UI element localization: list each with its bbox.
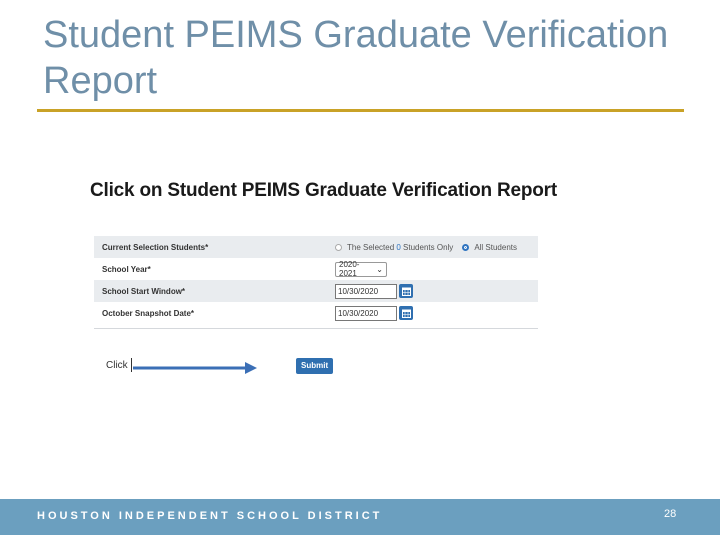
current-selection-label: Current Selection Students* — [102, 242, 209, 252]
selected-students-radio[interactable] — [335, 244, 342, 251]
option-selected-prefix: The Selected — [347, 242, 397, 252]
snapshot-date-input[interactable] — [335, 306, 397, 321]
all-students-radio[interactable] — [462, 244, 469, 251]
school-year-label: School Year* — [102, 264, 151, 274]
snapshot-control — [335, 306, 413, 321]
page-number: 28 — [664, 508, 677, 520]
calendar-icon[interactable] — [399, 306, 413, 320]
school-year-select[interactable] — [335, 262, 387, 277]
start-window-label: School Start Window* — [102, 286, 186, 296]
calendar-icon[interactable] — [399, 284, 413, 298]
slide-title: Student PEIMS Graduate Verification Report — [43, 14, 669, 102]
text-cursor — [131, 358, 132, 372]
snapshot-label: October Snapshot Date* — [102, 308, 195, 318]
chevron-down-icon: ⌄ — [376, 264, 383, 274]
start-window-control — [335, 284, 413, 299]
school-year-row — [94, 258, 538, 280]
footer-bar — [0, 499, 720, 535]
all-students-option[interactable]: All Students — [474, 242, 518, 252]
start-window-date-input[interactable] — [335, 284, 397, 299]
selected-count: 0 — [396, 242, 401, 252]
instruction-text: Click on Student PEIMS Graduate Verification Report — [90, 180, 557, 201]
title-divider — [37, 109, 684, 112]
arrow-right-icon — [133, 360, 259, 376]
district-name: HOUSTON INDEPENDENT SCHOOL DISTRICT — [37, 510, 383, 522]
selection-radio-group — [335, 243, 526, 252]
start-window-row — [94, 280, 538, 302]
school-year-control — [335, 262, 387, 277]
selected-students-option[interactable] — [347, 243, 453, 252]
click-callout-label: Click — [106, 360, 128, 371]
snapshot-row — [94, 302, 538, 324]
option-selected-suffix: Students Only — [400, 242, 454, 252]
current-selection-row — [94, 236, 538, 258]
form-divider — [94, 328, 538, 329]
report-options-form — [94, 236, 538, 329]
submit-button[interactable]: Submit — [296, 358, 333, 374]
school-year-value: 2020-2021 — [339, 260, 360, 278]
